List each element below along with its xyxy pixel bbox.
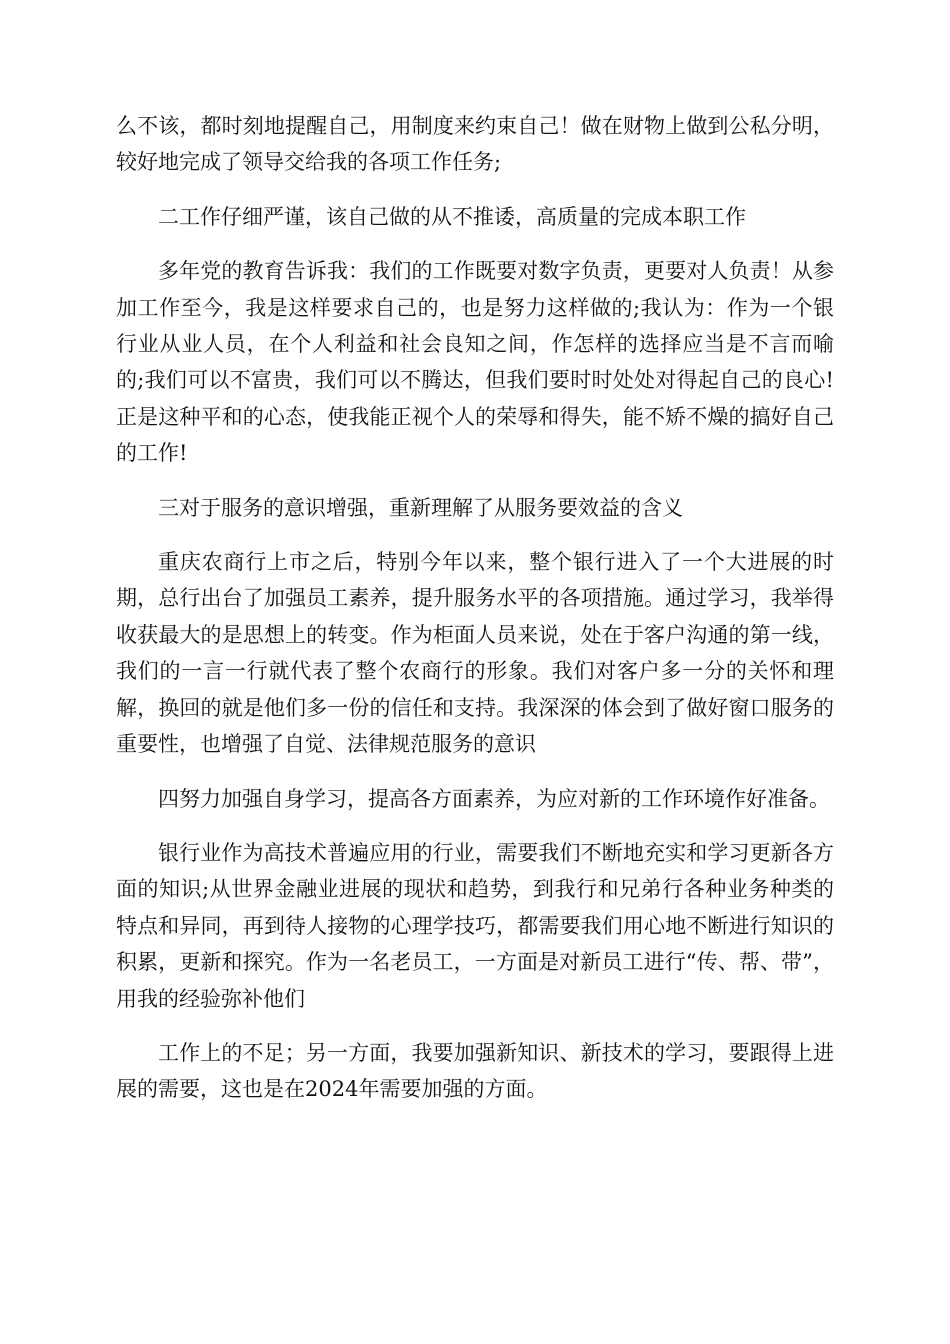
section-heading-2: 二工作仔细严谨，该自己做的从不推诿，高质量的完成本职工作 — [158, 204, 746, 229]
paragraph-7: 银行业作为高技术普遍应用的行业，需要我们不断地充实和学习更新各方面的知识;从世界金融业进展的现状和趋势，到我行和兄弟行各种业务种类的特点和异同，再到待人接物的心理学技巧，都需要我们用心地不断进行知识的积累，更新和探究。作为一名老员工，一方面是对新员工进行“传、帮、带”，用我的经验弥补他们 — [116, 840, 834, 1011]
paragraph-8: 工作上的不足；另一方面，我要加强新知识、新技术的学习，要跟得上进展的需要，这也是在2024年需要加强的方面。 — [116, 1040, 834, 1102]
paragraph-5: 重庆农商行上市之后，特别今年以来，整个银行进入了一个大进展的时期，总行出台了加强员工素养，提升服务水平的各项措施。通过学习，我举得收获最大的是思想上的转变。作为柜面人员来说，处在于客户沟通的第一线，我们的一言一行就代表了整个农商行的形象。我们对客户多一分的关怀和理解，换回的就是他们多一份的信任和支持。我深深的体会到了做好窗口服务的重要性，也增强了自觉、法律规范服务的意识 — [116, 550, 834, 757]
section-heading-4: 四努力加强自身学习，提高各方面素养，为应对新的工作环境作好准备。 — [158, 786, 830, 811]
document-body — [116, 108, 834, 1126]
paragraph-3: 多年党的教育告诉我：我们的工作既要对数字负责，更要对人负责！从参加工作至今，我是这样要求自己的，也是努力这样做的;我认为：作为一个银行业从业人员，在个人利益和社会良知之间，作怎样的选择应当是不言而喻的;我们可以不富贵，我们可以不腾达，但我们要时时处处对得起自己的良心!正是这种平和的心态，使我能正视个人的荣辱和得失，能不矫不燥的搞好自己的工作! — [116, 259, 834, 466]
paragraph-1: 么不该，都时刻地提醒自己，用制度来约束自己！做在财物上做到公私分明，较好地完成了领导交给我的各项工作任务; — [116, 114, 834, 175]
section-heading-3: 三对于服务的意识增强，重新理解了从服务要效益的含义 — [158, 495, 683, 520]
